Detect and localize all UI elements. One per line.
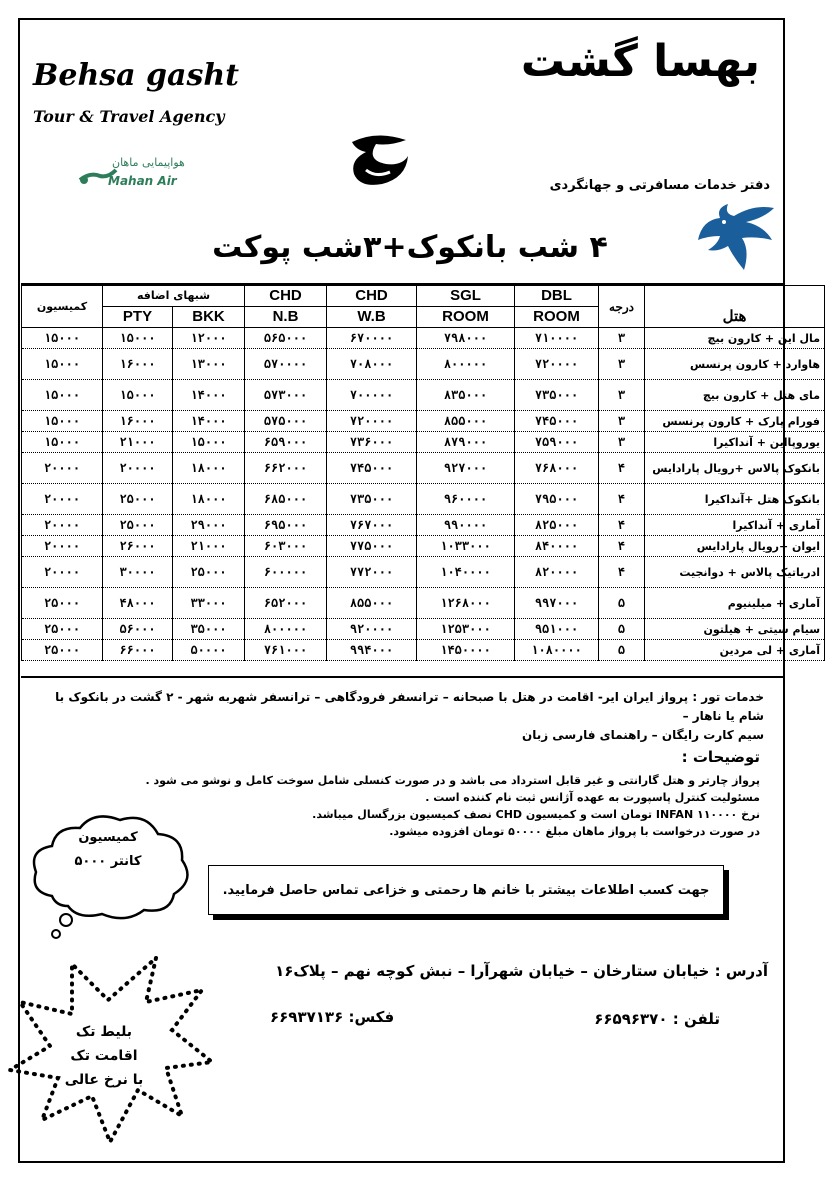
cell-sgl: ۸۳۵۰۰۰ bbox=[417, 380, 515, 411]
cell-chd-wb: ۹۲۰۰۰۰ bbox=[327, 619, 417, 640]
cell-chd-wb: ۷۷۵۰۰۰ bbox=[327, 536, 417, 557]
cell-grade: ۴ bbox=[599, 557, 645, 588]
cell-chd-nb: ۵۶۵۰۰۰ bbox=[245, 328, 327, 349]
cell-commission: ۱۵۰۰۰ bbox=[22, 411, 103, 432]
table-row bbox=[22, 453, 825, 484]
cell-chd-wb: ۷۰۸۰۰۰ bbox=[327, 349, 417, 380]
cell-hotel: آماری + میلینیوم bbox=[645, 588, 825, 619]
cell-bkk: ۱۲۰۰۰ bbox=[173, 328, 245, 349]
cell-chd-nb: ۶۹۵۰۰۰ bbox=[245, 515, 327, 536]
services-line: سیم کارت رایگان – راهنمای فارسی زبان bbox=[521, 728, 764, 742]
cell-chd-wb: ۹۹۴۰۰۰ bbox=[327, 640, 417, 661]
cell-commission: ۱۵۰۰۰ bbox=[22, 328, 103, 349]
cell-dbl: ۷۲۰۰۰۰ bbox=[515, 349, 599, 380]
cell-bkk: ۳۵۰۰۰ bbox=[173, 619, 245, 640]
header-hotel: هتل bbox=[645, 286, 825, 328]
cell-dbl: ۷۳۵۰۰۰ bbox=[515, 380, 599, 411]
table-row bbox=[22, 515, 825, 536]
cell-dbl: ۸۴۰۰۰۰ bbox=[515, 536, 599, 557]
header-sgl-room: ROOM bbox=[417, 307, 515, 328]
cell-grade: ۳ bbox=[599, 349, 645, 380]
cell-commission: ۲۰۰۰۰ bbox=[22, 557, 103, 588]
cell-sgl: ۸۵۵۰۰۰ bbox=[417, 411, 515, 432]
header-dbl: DBL bbox=[515, 286, 599, 307]
cell-pty: ۵۶۰۰۰ bbox=[103, 619, 173, 640]
cell-chd-wb: ۷۶۷۰۰۰ bbox=[327, 515, 417, 536]
cell-pty: ۲۰۰۰۰ bbox=[103, 453, 173, 484]
header-dbl-room: ROOM bbox=[515, 307, 599, 328]
cell-commission: ۲۵۰۰۰ bbox=[22, 640, 103, 661]
cell-pty: ۱۵۰۰۰ bbox=[103, 328, 173, 349]
cell-bkk: ۱۵۰۰۰ bbox=[173, 432, 245, 453]
cell-sgl: ۷۹۸۰۰۰ bbox=[417, 328, 515, 349]
cell-dbl: ۷۴۵۰۰۰ bbox=[515, 411, 599, 432]
cell-hotel: هاوارد + کارون پرنسس bbox=[645, 349, 825, 380]
cell-hotel: بانکوک پالاس +رویال پارادایس bbox=[645, 453, 825, 484]
cell-hotel: سیام سیتی + هیلتون bbox=[645, 619, 825, 640]
phone-number: تلفن : ۶۶۵۹۶۳۷۰ bbox=[594, 1010, 720, 1028]
starburst-line: با نرخ عالی bbox=[64, 1072, 144, 1088]
cell-chd-nb: ۵۷۳۰۰۰ bbox=[245, 380, 327, 411]
contact-info-box: جهت کسب اطلاعات بیشتر با خانم ها رحمتی و خزاعی تماس حاصل فرمایید. bbox=[208, 865, 724, 915]
cell-pty: ۲۵۰۰۰ bbox=[103, 515, 173, 536]
cell-sgl: ۹۶۰۰۰۰ bbox=[417, 484, 515, 515]
table-row bbox=[22, 557, 825, 588]
cell-chd-wb: ۷۳۵۰۰۰ bbox=[327, 484, 417, 515]
cell-chd-wb: ۷۲۰۰۰۰ bbox=[327, 411, 417, 432]
cell-hotel: ایوان +رویال پارادایس bbox=[645, 536, 825, 557]
cell-dbl: ۷۹۵۰۰۰ bbox=[515, 484, 599, 515]
cell-commission: ۲۵۰۰۰ bbox=[22, 619, 103, 640]
cell-sgl: ۹۲۷۰۰۰ bbox=[417, 453, 515, 484]
note-line: نرخ INFAN ۱۱۰۰۰۰ تومان است و کمیسیون CHD نصف کمیسیون بزرگسال میباشد. bbox=[312, 808, 760, 821]
cell-pty: ۳۰۰۰۰ bbox=[103, 557, 173, 588]
cell-bkk: ۵۰۰۰۰ bbox=[173, 640, 245, 661]
cell-hotel: بانکوک هتل +آنداکیرا bbox=[645, 484, 825, 515]
cell-chd-nb: ۶۰۰۰۰۰ bbox=[245, 557, 327, 588]
cell-bkk: ۱۴۰۰۰ bbox=[173, 411, 245, 432]
note-line: پرواز چارتر و هتل گارانتی و غیر قابل استرداد می باشد و در صورت کنسلی شامل سوخت کامل و نوشو می شود . bbox=[145, 774, 760, 787]
header-chd-nb-sub: N.B bbox=[245, 307, 327, 328]
cell-hotel: آماری + لی مردین bbox=[645, 640, 825, 661]
brand-subtitle: Tour & Travel Agency bbox=[33, 107, 225, 126]
cell-chd-wb: ۶۷۰۰۰۰ bbox=[327, 328, 417, 349]
cell-grade: ۳ bbox=[599, 380, 645, 411]
cell-grade: ۴ bbox=[599, 453, 645, 484]
tour-title: ۴ شب بانکوک+۳شب پوکت bbox=[212, 230, 608, 265]
cell-sgl: ۸۰۰۰۰۰ bbox=[417, 349, 515, 380]
services-line: خدمات تور : پرواز ایران ایر- اقامت در هتل با صبحانه – ترانسفر فرودگاهی – ترانسفر شهربه شهر - ۲ گشت در بانکوک با شام یا ناهار – bbox=[55, 690, 764, 723]
cell-bkk: ۲۵۰۰۰ bbox=[173, 557, 245, 588]
cell-sgl: ۱۰۴۰۰۰۰ bbox=[417, 557, 515, 588]
table-row bbox=[22, 328, 825, 349]
table-row bbox=[22, 349, 825, 380]
cell-bkk: ۱۸۰۰۰ bbox=[173, 453, 245, 484]
cell-bkk: ۱۸۰۰۰ bbox=[173, 484, 245, 515]
cell-dbl: ۸۲۵۰۰۰ bbox=[515, 515, 599, 536]
cell-hotel: آماری + آنداکیرا bbox=[645, 515, 825, 536]
cell-grade: ۵ bbox=[599, 619, 645, 640]
starburst-line: بلیط تک bbox=[75, 1024, 133, 1040]
cell-chd-wb: ۷۷۲۰۰۰ bbox=[327, 557, 417, 588]
fax-number: فکس: ۶۶۹۳۷۱۳۶ bbox=[270, 1008, 395, 1026]
cell-chd-nb: ۶۵۹۰۰۰ bbox=[245, 432, 327, 453]
cell-grade: ۵ bbox=[599, 640, 645, 661]
brand-name-fa: بهسا گشت bbox=[520, 36, 760, 87]
cell-grade: ۴ bbox=[599, 515, 645, 536]
cell-commission: ۲۰۰۰۰ bbox=[22, 453, 103, 484]
table-row bbox=[22, 411, 825, 432]
cell-pty: ۲۱۰۰۰ bbox=[103, 432, 173, 453]
cell-pty: ۱۶۰۰۰ bbox=[103, 349, 173, 380]
cell-chd-wb: ۷۰۰۰۰۰ bbox=[327, 380, 417, 411]
table-row bbox=[22, 380, 825, 411]
cell-dbl: ۸۲۰۰۰۰ bbox=[515, 557, 599, 588]
table-bottom-divider bbox=[21, 676, 784, 678]
starburst-line: اقامت تک bbox=[70, 1048, 138, 1064]
tour-services bbox=[36, 688, 764, 745]
cell-grade: ۳ bbox=[599, 328, 645, 349]
cell-commission: ۱۵۰۰۰ bbox=[22, 380, 103, 411]
cell-chd-wb: ۸۵۵۰۰۰ bbox=[327, 588, 417, 619]
mahan-air-logo bbox=[78, 150, 208, 194]
cell-pty: ۱۶۰۰۰ bbox=[103, 411, 173, 432]
cell-grade: ۴ bbox=[599, 484, 645, 515]
cell-bkk: ۳۳۰۰۰ bbox=[173, 588, 245, 619]
header-chd-nb: CHD bbox=[245, 286, 327, 307]
cell-hotel: مای هتل + کارون بیچ bbox=[645, 380, 825, 411]
cell-commission: ۲۰۰۰۰ bbox=[22, 484, 103, 515]
airline-name-fa: هواپیمایی ماهان bbox=[112, 156, 185, 169]
cell-chd-nb: ۶۵۲۰۰۰ bbox=[245, 588, 327, 619]
header-chd-wb-sub: W.B bbox=[327, 307, 417, 328]
cell-hotel: فورام پارک + کارون پرنسس bbox=[645, 411, 825, 432]
cell-chd-nb: ۵۷۵۰۰۰ bbox=[245, 411, 327, 432]
cell-chd-nb: ۵۷۰۰۰۰ bbox=[245, 349, 327, 380]
iran-air-homa-icon bbox=[694, 200, 776, 274]
cloud-line: کمیسیون bbox=[78, 830, 138, 845]
cell-chd-nb: ۸۰۰۰۰۰ bbox=[245, 619, 327, 640]
cloud-text bbox=[48, 826, 168, 874]
cell-pty: ۲۶۰۰۰ bbox=[103, 536, 173, 557]
cell-dbl: ۹۵۱۰۰۰ bbox=[515, 619, 599, 640]
cell-chd-nb: ۷۶۱۰۰۰ bbox=[245, 640, 327, 661]
cell-bkk: ۱۳۰۰۰ bbox=[173, 349, 245, 380]
cell-bkk: ۱۴۰۰۰ bbox=[173, 380, 245, 411]
cell-sgl: ۱۴۵۰۰۰۰ bbox=[417, 640, 515, 661]
cell-grade: ۳ bbox=[599, 411, 645, 432]
cell-dbl: ۷۵۹۰۰۰ bbox=[515, 432, 599, 453]
header-bkk: BKK bbox=[173, 307, 245, 328]
header-commission: کمیسیون bbox=[22, 286, 103, 328]
cell-chd-nb: ۶۸۵۰۰۰ bbox=[245, 484, 327, 515]
cell-sgl: ۸۷۹۰۰۰ bbox=[417, 432, 515, 453]
cloud-line: کانتر ۵۰۰۰ bbox=[74, 854, 142, 869]
cell-pty: ۱۵۰۰۰ bbox=[103, 380, 173, 411]
agency-emblem-icon bbox=[346, 130, 412, 192]
cell-commission: ۲۵۰۰۰ bbox=[22, 588, 103, 619]
cell-bkk: ۲۹۰۰۰ bbox=[173, 515, 245, 536]
cell-hotel: مال این + کارون بیچ bbox=[645, 328, 825, 349]
cell-grade: ۵ bbox=[599, 588, 645, 619]
cell-grade: ۳ bbox=[599, 432, 645, 453]
starburst-text bbox=[44, 1020, 164, 1092]
address: آدرس : خیابان ستارخان – خیابان شهرآرا – نبش کوچه نهم – پلاک۱۶ bbox=[275, 962, 768, 980]
cell-dbl: ۹۹۷۰۰۰ bbox=[515, 588, 599, 619]
cell-commission: ۱۵۰۰۰ bbox=[22, 349, 103, 380]
cell-chd-nb: ۶۰۳۰۰۰ bbox=[245, 536, 327, 557]
cell-bkk: ۲۱۰۰۰ bbox=[173, 536, 245, 557]
cell-chd-wb: ۷۳۶۰۰۰ bbox=[327, 432, 417, 453]
cell-dbl: ۱۰۸۰۰۰۰ bbox=[515, 640, 599, 661]
cell-pty: ۲۵۰۰۰ bbox=[103, 484, 173, 515]
cell-dbl: ۷۱۰۰۰۰ bbox=[515, 328, 599, 349]
header-extra-nights: شبهای اضافه bbox=[103, 286, 245, 307]
header-sgl: SGL bbox=[417, 286, 515, 307]
note-line: در صورت درخواست با پرواز ماهان مبلغ ۵۰۰۰۰ تومان افزوده میشود. bbox=[389, 825, 760, 838]
cell-grade: ۴ bbox=[599, 536, 645, 557]
cell-dbl: ۷۶۸۰۰۰ bbox=[515, 453, 599, 484]
cell-sgl: ۹۹۰۰۰۰ bbox=[417, 515, 515, 536]
table-row bbox=[22, 484, 825, 515]
notes-title: توضیحات : bbox=[681, 748, 760, 766]
office-tagline: دفتر خدمات مسافرتی و جهانگردی bbox=[549, 178, 770, 193]
table-row bbox=[22, 640, 825, 661]
cell-hotel: یوروپااین + آنداکیرا bbox=[645, 432, 825, 453]
notes-list bbox=[140, 772, 760, 840]
cell-chd-nb: ۶۶۲۰۰۰ bbox=[245, 453, 327, 484]
table-row bbox=[22, 588, 825, 619]
cell-commission: ۲۰۰۰۰ bbox=[22, 515, 103, 536]
table-row bbox=[22, 432, 825, 453]
cell-chd-wb: ۷۴۵۰۰۰ bbox=[327, 453, 417, 484]
cell-pty: ۶۶۰۰۰ bbox=[103, 640, 173, 661]
table-row bbox=[22, 536, 825, 557]
cell-sgl: ۱۰۳۳۰۰۰ bbox=[417, 536, 515, 557]
header-chd-wb: CHD bbox=[327, 286, 417, 307]
cell-commission: ۲۰۰۰۰ bbox=[22, 536, 103, 557]
cell-sgl: ۱۲۶۸۰۰۰ bbox=[417, 588, 515, 619]
note-line: مسئولیت کنترل پاسپورت به عهده آژانس ثبت نام کننده است . bbox=[425, 791, 760, 804]
header-pty: PTY bbox=[103, 307, 173, 328]
table-row bbox=[22, 619, 825, 640]
cell-pty: ۴۸۰۰۰ bbox=[103, 588, 173, 619]
header-grade: درجه bbox=[599, 286, 645, 328]
cell-sgl: ۱۲۵۳۰۰۰ bbox=[417, 619, 515, 640]
cell-commission: ۱۵۰۰۰ bbox=[22, 432, 103, 453]
brand-name-en: Behsa gasht bbox=[33, 58, 240, 93]
airline-name: Mahan Air bbox=[108, 174, 177, 188]
price-table bbox=[21, 285, 825, 661]
cell-hotel: ادریاتیک پالاس + دوانجیت bbox=[645, 557, 825, 588]
